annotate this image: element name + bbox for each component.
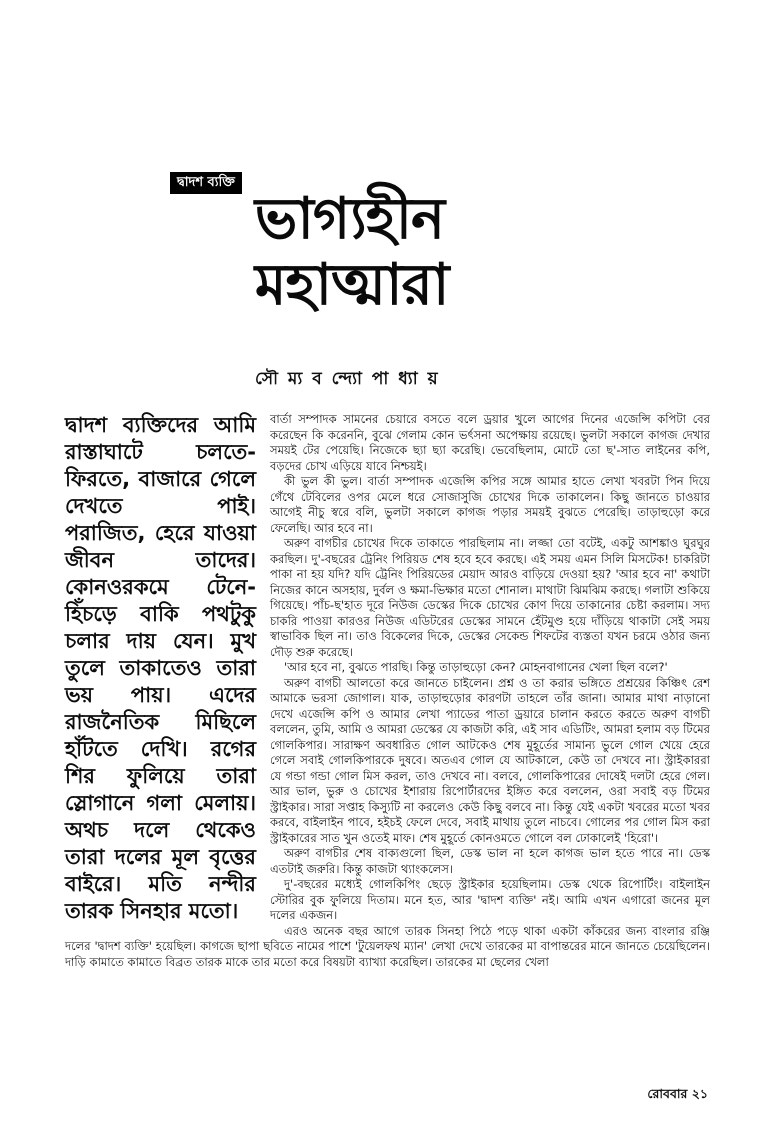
article-body [65,412,710,970]
article-header [170,148,710,356]
headline-line-2: মহাত্মারা [254,252,449,319]
page-content [65,148,710,970]
intro-standfirst [65,412,270,925]
body-paragraph: এরও অনেক বছর আগে তারক সিনহা পিঠে পড়ে থাকা একটা কাঁকরের জন্য বাংলার রঞ্জি দলের 'দ্বাদশ ব্যক্তি' হয়েছিল। কাগজে ছাপা ছবিতে নামের পাশে 'টুয়েলফথ ম্যান' লেখা দেখে তারকের মা বাপান্তরের মানে জানতে চেয়েছিলেন। দাড়ি কামাতে কামাতে বিব্রত তারক মাকে তার মতো করে বিষয়টা ব্যাখ্যা করেছিল। তারকের মা ছেলের খেলা [65,923,710,969]
body-paragraph: দু'-বছরের মধ্যেই গোলকিপিং ছেড়ে স্ট্রাইকার হয়েছিলাম। ডেস্ক থেকে রিপোর্টিং। বাইলাইন স্টোরির বুক ফুলিয়ে দিতাম। মনে হত, আর 'দ্বাদশ ব্যক্তি' নই। আমি এখন এগারো জনের মূল দলের একজন। [270,877,710,923]
body-paragraph: 'আর হবে না, বুঝতে পারছি। কিন্তু তাড়াহুড়ো কেন? মোহনবাগানের খেলা ছিল বলে?' [284,660,668,675]
author-byline: সৌ ম্য ব ন্দ্যো পা ধ্যা য় [255,369,440,390]
article-headline [255,186,448,318]
intro-text: দ্বাদশ ব্যক্তিদের আমি রাস্তাঘাটে চলতে-ফিরতে, বাজারে গেলে দেখতে পাই। পরাজিত, হেরে যাওয়া জীবন তাদের। কোনওরকমে টেনে-হিঁচড়ে বাকি পথটুকু চলার দায় যেন। মুখ তুলে তাকাতেও তারা ভয় পায়। এদের রাজনৈতিক মিছিলে হাঁটতে দেখি। রগের শির ফুলিয়ে তারা স্লোগানে গলা মেলায়। অথচ দলে থেকেও তারা দলের মূল বৃত্তের বাইরে। মতি নন্দীর তারক সিনহার মতো। [65,413,256,924]
body-paragraph: অরুণ বাগচীর চোখের দিকে তাকাতে পারছিলাম না। লজ্জা তো বটেই, একটু আশঙ্কাও ঘুরঘুর করছিল। দু'-বছরের ট্রেনিং পিরিয়ড শেষ হবে হবে করছে। এই সময় এমন সিলি মিসটেক! চাকরিটা পাকা না হয় যদি? যদি ট্রেনিং পিরিয়ডের মেয়াদ আরও বাড়িয়ে দেওয়া হয়? 'আর হবে না' কথাটা নিজের কানে অসহায়, দুর্বল ও ক্ষমা-ভিক্ষার মতো শোনাল। মাথাটা ঝিমঝিম করছে। গলাটা শুকিয়ে গিয়েছে। পাঁচ-ছ'হাত দূরে নিউজ ডেস্কের দিকে চোখের কোণ দিয়ে তাকানোর চেষ্টা করলাম। সদ্য চাকরি পাওয়া কারওর নিউজ এডিটরের ডেস্কের সামনে হেঁটমুণ্ড হয়ে দাঁড়িয়ে থাকাটা সেই সময় স্বাভাবিক ছিল না। তাও বিকেলের দিকে, ডেস্কের সেকেন্ড শিফটের ব্যস্ততা যখন চরমে ওঠার জন্য দৌড় শুরু করেছে। [270,536,710,659]
headline-line-1: ভাগ্যহীন [254,186,445,253]
body-paragraph: বার্তা সম্পাদক সামনের চেয়ারে বসতে বলে ড্রয়ার খুলে আগের দিনের এজেন্সি কপিটা বের করেছেন কি করেননি, বুঝে গেলাম কোন ভর্ৎসনা অপেক্ষায় রয়েছে। ভুলটা সকালে কাগজ দেখার সময়ই টের পেয়েছি। নিজেকে ছ্যা ছ্যা করেছি। ভেবেছিলাম, মোটে তো ছ'-সাত লাইনের কপি, বড়দের চোখ এড়িয়ে যাবে নিশ্চয়ই। [270,412,710,473]
section-kicker: দ্বাদশ ব্যক্তি [170,172,242,194]
body-paragraph: অরুণ বাগচী আলতো করে জানতে চাইলেন। প্রশ্ন ও তা করার ভঙ্গিতে প্রশ্রয়ের কিঞ্চিৎ রেশ আমাকে ভরসা জোগাল। যাক, তাড়াহুড়োর কারণটা তাহলে তাঁর জানা। আমার মাথা নাড়ানো দেখে এজেন্সি কপি ও আমার লেখা প্যাডের পাতা ড্রয়ারে চালান করতে করতে অরুণ বাগচী বললেন, তুমি, আমি ও আমরা ডেস্কের যে কাজটা করি, এই সাব এডিটিং, আমরা হলাম বড় টিমের গোলকিপার। সারাক্ষণ অবধারিত গোল আটকেও শেষ মুহূর্তের সামান্য ভুলে গোল খেয়ে হেরে গেলে সবাই গোলকিপারকে দুষবে। অতএব গোল যে আটকালে, কেউ তা দেখবে না। স্ট্রাইকাররা যে গন্ডা গন্ডা গোল মিস করল, তাও দেখবে না। বলবে, গোলকিপারের দোষেই দলটা হেরে গেল। আর ভাল, ভুরু ও চোখের ইশারায় রিপোর্টারদের ইঙ্গিত করে বললেন, ওরা সবাই বড় টিমের স্ট্রাইকার। সারা সপ্তাহ কিস্যুটি না করলেও কেউ কিছু বলবে না। কিন্তু যেই একটা খবরের মতো খবর করবে, বাইলাইন পাবে, হইচই ফেলে দেবে, সবাই মাথায় তুলে নাচবে। গোলের পর গোল মিস করা স্ট্রাইকারের সাত খুন ওতেই মাফ। শেষ মুহূর্তে কোনওমতে গোলে বল ঢোকালেই 'হিরো'। [270,675,710,845]
body-paragraph: অরুণ বাগচীর শেষ বাক্যগুলো ছিল, ডেস্ক ভাল না হলে কাগজ ভাল হতে পারে না। ডেস্ক এতটাই জরুরি। কিন্তু কাজটা থ্যাংকলেস। [270,846,710,876]
body-paragraph: কী ভুল কী ভুল। বার্তা সম্পাদক এজেন্সি কপির সঙ্গে আমার হাতে লেখা খবরটা পিন দিয়ে গেঁথে টেবিলের ওপর মেলে ধরে সোজাসুজি চোখের দিকে তাকালেন। কিছু জানতে চাওয়ার আগেই নীচু স্বরে বলি, ভুলটা সকালে কাগজ পড়ার সময়ই বুঝতে পেরেছি। তাড়াহুড়ো করে ফেলেছি। আর হবে না। [270,474,710,535]
page-footer-folio: রোববার ২১ [647,1086,708,1101]
